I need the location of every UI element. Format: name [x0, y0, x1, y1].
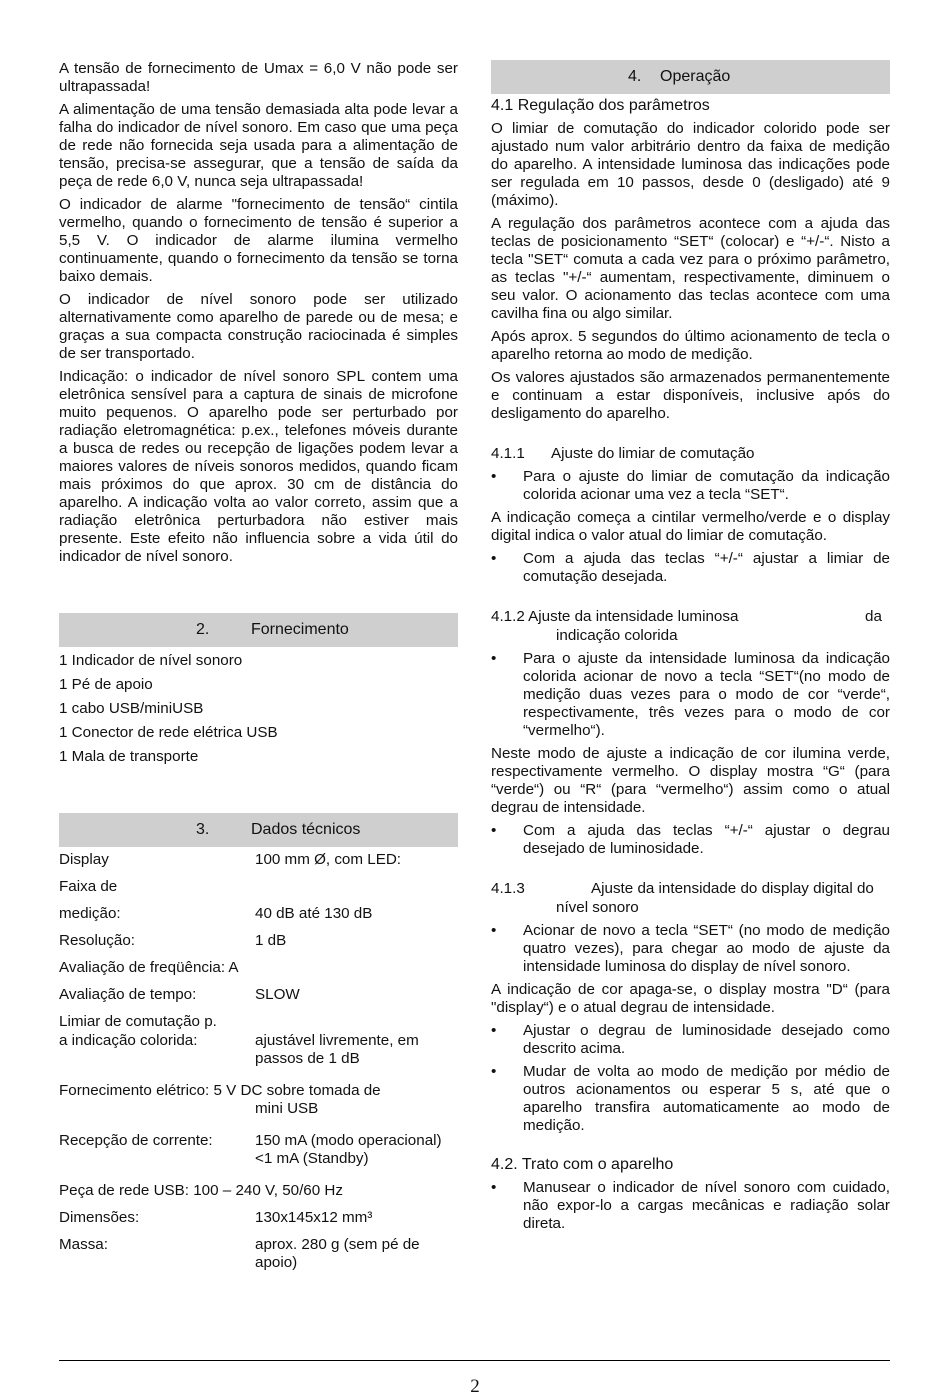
spec-row-mass — [59, 1236, 458, 1278]
bullet-text: Manusear o indicador de nível sonoro com cuidado, não expor-lo a cargas mecânicas e radiação solar direta. — [523, 1179, 890, 1232]
mounting-paragraph: O indicador de nível sonoro pode ser utilizado alternativamente como aparelho de parede ou de mesa; e graças a sua compacta construção raciocinada é simples de ser transportado. — [59, 291, 458, 362]
supply-item: 1 Mala de transporte — [59, 748, 199, 765]
left-column — [59, 60, 458, 1286]
bullet-icon: • — [491, 822, 497, 839]
voltage-limit-paragraph: A tensão de fornecimento de Umax = 6,0 V não pode ser ultrapassada! — [59, 60, 458, 95]
bullet-icon: • — [491, 468, 497, 485]
bullet-icon: • — [491, 650, 497, 667]
bullet-text: Mudar de volta ao modo de medição por médio de outros acionamentos ou esperar 5 s, até que o aparelho transfira automaticamente ao modo de medição. — [523, 1063, 890, 1134]
bullet-text: Ajustar o degrau de luminosidade desejado como descrito acima. — [523, 1022, 890, 1057]
spec-row-range — [59, 905, 458, 924]
spec-label: Peça de rede USB: 100 – 240 V, 50/60 Hz — [59, 1182, 343, 1199]
spec-row-dimensions — [59, 1209, 458, 1228]
subsection-heading: 4.1 Regulação dos parâmetros — [491, 97, 710, 114]
spec-value: ajustável livremente, em passos de 1 dB — [255, 1032, 419, 1067]
spec-value: 100 mm Ø, com LED: — [255, 851, 402, 868]
paragraph: A regulação dos parâmetros acontece com a ajuda das teclas de posicionamento “SET“ (colocar) e “+/-“. Nisto a tecla "SET“ comuta a cada vez para o próximo parâmetro, as teclas "+/-“ aumentam, respectivamente, diminuem o seu valor. O acionamento das teclas acontece com uma cavilha fina ou algo similar. — [491, 215, 890, 322]
bullet-text: Com a ajuda das teclas “+/-“ ajustar a limiar de comutação desejada. — [523, 550, 890, 585]
paragraph: O limiar de comutação do indicador colorido pode ser ajustado num valor arbitrário dentro da faixa de medição do aparelho. A intensidade luminosa das indicações pode ser regulada em 10 passos, desde 0 (desligado) até 9 (máximo). — [491, 120, 890, 209]
spec-label: Display — [59, 851, 109, 868]
section-number: 4. — [628, 68, 642, 85]
spec-row-power — [59, 1082, 458, 1124]
subsection-heading-4-1-2 — [491, 607, 890, 645]
heading-text: indicação colorida — [556, 627, 678, 644]
spec-row-current — [59, 1132, 458, 1174]
footer-divider — [59, 1360, 890, 1361]
subsection-heading-4-1-1 — [491, 444, 890, 463]
supply-item: 1 Pé de apoio — [59, 676, 153, 693]
heading-text: Ajuste do limiar de comutação — [551, 445, 755, 462]
section-title: Operação — [660, 68, 731, 85]
section-heading-operation — [491, 60, 890, 94]
spec-label: Faixa de — [59, 878, 118, 895]
right-column — [491, 60, 890, 1238]
bullet-icon: • — [491, 922, 497, 939]
spec-label: Avaliação de freqüência: A — [59, 959, 239, 976]
spec-label: Avaliação de tempo: — [59, 986, 197, 1003]
paragraph: A indicação de cor apaga-se, o display mostra "D“ (para "display“) e o atual degrau de intensidade. — [491, 981, 890, 1016]
spec-label: a indicação colorida: — [59, 1032, 198, 1049]
spec-label: Resolução: — [59, 932, 135, 949]
supply-item: 1 Conector de rede elétrica USB — [59, 724, 278, 741]
supply-item: 1 cabo USB/miniUSB — [59, 700, 204, 717]
spec-value: 40 dB até 130 dB — [255, 905, 373, 922]
spec-value: 130x145x12 mm³ — [255, 1209, 373, 1226]
subsection-heading-4-1-3 — [491, 879, 890, 917]
bullet-item — [491, 1063, 890, 1135]
heading-text: Ajuste da intensidade do display digital do — [591, 880, 874, 897]
spec-value: SLOW — [255, 986, 300, 1003]
spec-row-adapter — [59, 1182, 458, 1201]
bullet-item — [491, 468, 890, 504]
spec-label: Fornecimento elétrico: 5 V DC sobre tomada de — [59, 1082, 381, 1099]
spec-row-time — [59, 986, 458, 1005]
section-title: Dados técnicos — [251, 821, 361, 838]
spec-row-threshold — [59, 1032, 458, 1074]
spec-row-display — [59, 851, 458, 870]
bullet-icon: • — [491, 1179, 497, 1196]
alarm-indicator-paragraph: O indicador de alarme "fornecimento de tensão“ cintila vermelho, quando o fornecimento de tensão é superior a 5,5 V. O indicador de alarme ilumina vermelho continuamente, quando o fornecimento da tensão se torna baixo demais. — [59, 196, 458, 285]
spec-row-frequency — [59, 959, 458, 978]
supply-item: 1 Indicador de nível sonoro — [59, 652, 243, 669]
paragraph: Após aprox. 5 segundos do último acionamento de tecla o aparelho retorna ao modo de medição. — [491, 328, 890, 363]
spec-value: 1 dB — [255, 932, 287, 949]
spec-value: aprox. 280 g (sem pé de apoio) — [255, 1236, 420, 1271]
spec-value: mini USB — [255, 1100, 319, 1117]
bullet-icon: • — [491, 1022, 497, 1039]
heading-text: 4.1.2 Ajuste da intensidade luminosa — [491, 608, 739, 625]
bullet-text: Acionar de novo a tecla “SET“ (no modo de medição quatro vezes), para chegar ao modo de ajuste da intensidade luminosa do display de nível sonoro. — [523, 922, 890, 975]
heading-number: 4.1.3 — [491, 880, 525, 897]
paragraph: Os valores ajustados são armazenados permanentemente e continuam a estar disponíveis, inclusive após do desligamento do aparelho. — [491, 369, 890, 422]
spec-label: Recepção de corrente: — [59, 1132, 213, 1149]
section-heading-supply — [59, 613, 458, 647]
page-number: 2 — [470, 1376, 480, 1397]
bullet-item — [491, 1022, 890, 1058]
spec-label: Dimensões: — [59, 1209, 140, 1226]
spec-value: 150 mA (modo operacional) <1 mA (Standby) — [255, 1132, 442, 1167]
bullet-text: Para o ajuste do limiar de comutação da indicação colorida acionar uma vez a tecla “SET“. — [523, 468, 890, 503]
paragraph: Neste modo de ajuste a indicação de cor ilumina verde, respectivamente vermelho. O display mostra “G“ (para “verde“) ou “R“ (para “vermelho“) assim como o atual degrau de intensidade. — [491, 745, 890, 816]
spec-label: medição: — [59, 905, 121, 922]
section-heading-technical-data — [59, 813, 458, 847]
bullet-item — [491, 1179, 890, 1233]
bullet-item — [491, 550, 890, 586]
spec-row-resolution — [59, 932, 458, 951]
overvoltage-paragraph: A alimentação de uma tensão demasiada alta pode levar a falha do indicador de nível sonoro. Em caso que uma peça de rede não fornecida seja usada para a alimentação de tensão, precisa-se assegurar, que a tensão de saída da peça de rede 6,0 V, nunca seja ultrapassada! — [59, 101, 458, 190]
heading-text: da — [865, 608, 882, 625]
bullet-text: Com a ajuda das teclas “+/-“ ajustar o degrau desejado de luminosidade. — [523, 822, 890, 857]
bullet-item — [491, 922, 890, 976]
paragraph: A indicação começa a cintilar vermelho/verde e o display digital indica o valor atual do limiar de comutação. — [491, 509, 890, 544]
bullet-item — [491, 650, 890, 740]
heading-text: nível sonoro — [556, 899, 639, 916]
spec-label: Limiar de comutação p. — [59, 1013, 217, 1030]
bullet-text: Para o ajuste da intensidade luminosa da indicação colorida acionar de novo a tecla “SET“(no modo de medição duas vezes para o modo de cor “verde“, respectivamente, três vezes para o modo de cor “vermelho“). — [523, 650, 890, 739]
spec-row-threshold-label — [59, 1013, 458, 1032]
subsection-heading-4-2: 4.2. Trato com o aparelho — [491, 1156, 674, 1173]
spec-label: Massa: — [59, 1236, 108, 1253]
section-title: Fornecimento — [251, 621, 349, 638]
heading-number: 4.1.1 — [491, 445, 525, 462]
bullet-icon: • — [491, 550, 497, 567]
section-number: 3. — [196, 821, 210, 838]
bullet-item — [491, 822, 890, 858]
interference-paragraph: Indicação: o indicador de nível sonoro SPL contem uma eletrônica sensível para a captura de sinais de microfone muito pequenos. O aparelho pode ser perturbado por radiação eletromagnética: p.ex., telefones móveis durante a busca de redes ou recepção de ligações podem levar a maiores valores de níveis sonoros medidos, quando ficam mais próximos do que aprox. 30 cm de distância do aparelho. A indicação volta ao valor correto, assim que a radiação eletrônica perturbadora não estiver mais presente. Este efeito não influencia sobre a vida útil do indicador de nível sonoro. — [59, 368, 458, 565]
spec-row-range-label — [59, 878, 458, 897]
section-number: 2. — [196, 621, 210, 638]
bullet-icon: • — [491, 1063, 497, 1080]
